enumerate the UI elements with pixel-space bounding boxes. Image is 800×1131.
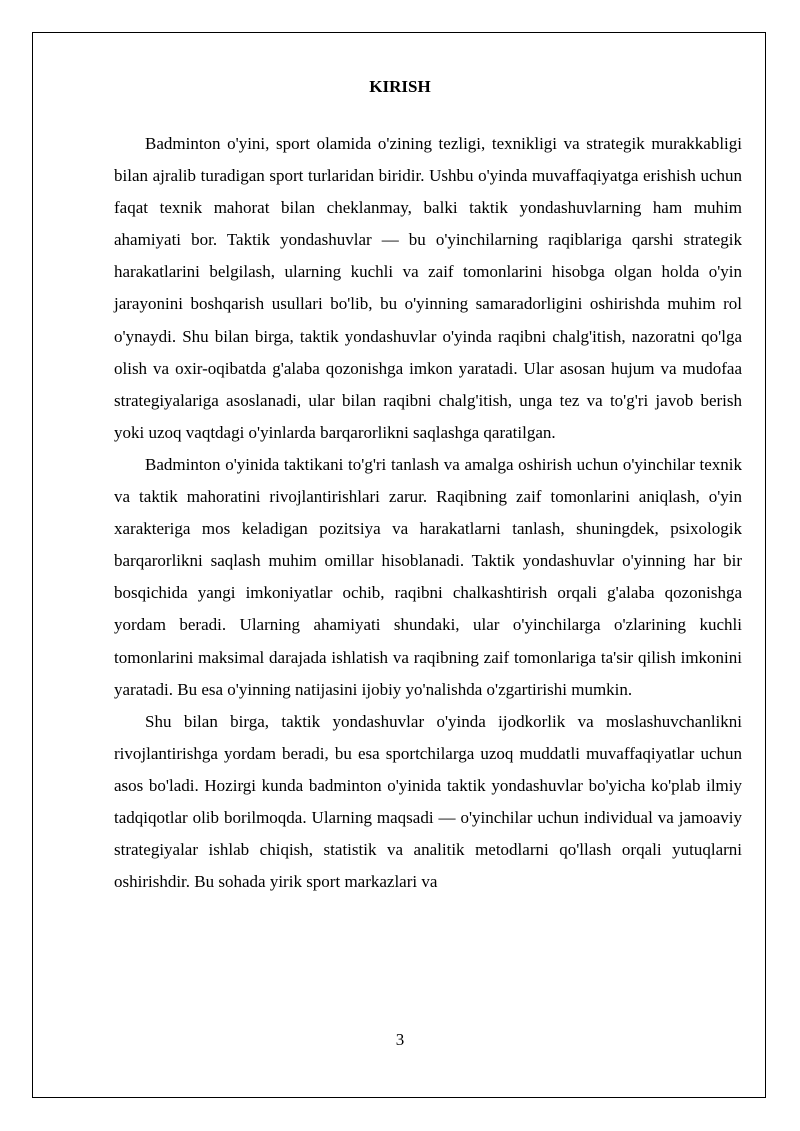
paragraph-1: Badminton o'yini, sport olamida o'zining tezligi, texnikligi va strategik murakkabligi bilan ajralib turadigan sport turlaridan biridir. Ushbu o'yinda muvaffaqiyatga erishish uchun faqat texnik mahorat bilan cheklanmay, balki taktik yondashuvlarning ham muhim ahamiyati bor. Taktik yondashuvlar — bu o'yinchilarning raqiblariga qarshi strategik harakatlarini belgilash, ularning kuchli va zaif tomonlarini hisobga olgan holda o'yin jarayonini boshqarish usullari bo'lib, bu o'yinning samaradorligini oshirishda muhim rol o'ynaydi. Shu bilan birga, taktik yondashuvlar o'yinda raqibni chalg'itish, nazoratni qo'lga olish va oxir-oqibatda g'alaba qozonishga imkon yaratadi. Ular asosan hujum va mudofaa strategiyalariga asoslanadi, ular bilan raqibni chalg'itish, unga tez va to'g'ri javob berish yoki uzoq vaqtdagi o'yinlarda barqarorlikni saqlashga qaratilgan. [114,134,742,442]
paragraph-2: Badminton o'yinida taktikani to'g'ri tanlash va amalga oshirish uchun o'yinchilar texnik va taktik mahoratini rivojlantirishlari zarur. Raqibning zaif tomonlarini aniqlash, o'yin xarakteriga mos keladigan pozitsiya va harakatlarni tanlash, shuningdek, psixologik barqarorlikni saqlash muhim omillar hisoblanadi. Taktik yondashuvlar o'yinning har bir bosqichida yangi imkoniyatlar ochib, raqibni chalkashtirish orqali g'alaba qozonishga yordam beradi. Ularning ahamiyati shundaki, ular o'yinchilarga o'zlarining kuchli tomonlarini maksimal darajada ishlatish va raqibning zaif tomonlariga ta'sir qilish imkonini yaratadi. Bu esa o'yinning natijasini ijobiy yo'nalishda o'zgartirishi mumkin. [114,454,742,699]
body-text [114,128,742,898]
page-title: KIRISH [369,77,431,96]
page-number: 3 [395,1030,405,1049]
paragraph-3: Shu bilan birga, taktik yondashuvlar o'yinda ijodkorlik va moslashuvchanlikni rivojlantirishga yordam beradi, bu esa sportchilarga uzoq muddatli muvaffaqiyatlar uchun asos bo'ladi. Hozirgi kunda badminton o'yinida taktik yondashuvlar bo'yicha ko'plab ilmiy tadqiqotlar olib borilmoqda. Ularning maqsadi — o'yinchilar uchun individual va jamoaviy strategiyalar ishlab chiqish, statistik va analitik metodlarni qo'llash orqali yutuqlarni oshirishdir. Bu sohada yirik sport markazlari va [114,711,742,892]
